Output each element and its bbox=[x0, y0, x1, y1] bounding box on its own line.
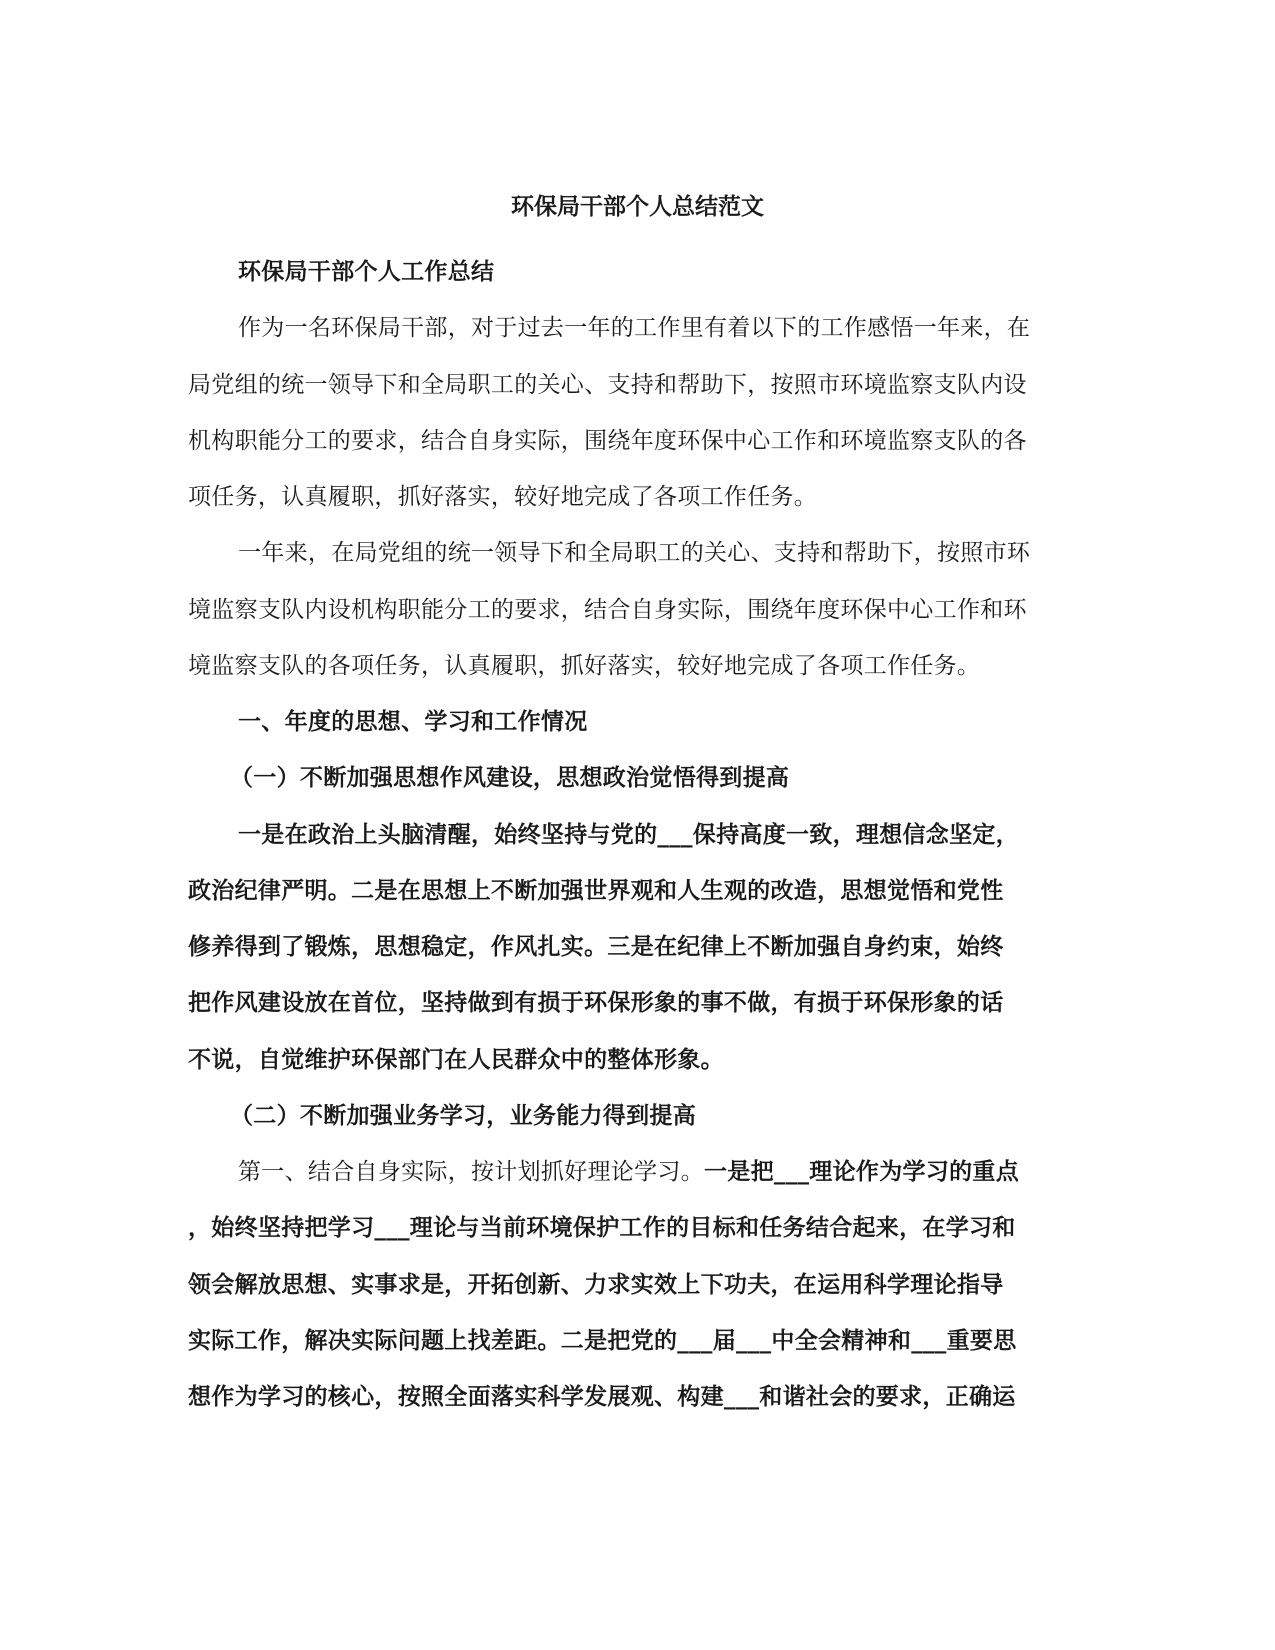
paragraph-line: 实际工作，解决实际问题上找差距。二是把党的___届___中全会精神和___重要思 bbox=[188, 1327, 1017, 1354]
section-heading: 一、年度的思想、学习和工作情况 bbox=[238, 708, 588, 735]
paragraph-line: 项任务，认真履职，抓好落实，较好地完成了各项工作任务。 bbox=[188, 484, 818, 510]
subsection-heading: （一）不断加强思想作风建设，思想政治觉悟得到提高 bbox=[230, 764, 790, 791]
document-title: 环保局干部个人总结范文 bbox=[511, 193, 764, 220]
paragraph-text-bold: 一是把___理论作为学习的重点 bbox=[704, 1158, 1019, 1185]
paragraph-line: 不说，自觉维护环保部门在人民群众中的整体形象。 bbox=[188, 1046, 724, 1073]
paragraph-line: 境监察支队的各项任务，认真履职，抓好落实，较好地完成了各项工作任务。 bbox=[188, 653, 981, 679]
paragraph-line: ，始终坚持把学习___理论与当前环境保护工作的目标和任务结合起来，在学习和 bbox=[188, 1214, 1016, 1241]
paragraph-line: 修养得到了锻炼，思想稳定，作风扎实。三是在纪律上不断加强自身约束，始终 bbox=[188, 933, 1004, 960]
paragraph-line: 想作为学习的核心，按照全面落实科学发展观、构建___和谐社会的要求，正确运 bbox=[188, 1383, 1016, 1410]
paragraph-line bbox=[238, 1157, 1138, 1187]
paragraph-text: 第一、结合自身实际，按计划抓好理论学习。 bbox=[238, 1159, 704, 1185]
paragraph-line: 政治纪律严明。二是在思想上不断加强世界观和人生观的改造，思想觉悟和党性 bbox=[188, 877, 1004, 904]
paragraph-line: 境监察支队内设机构职能分工的要求，结合自身实际，围绕年度环保中心工作和环 bbox=[188, 597, 1027, 623]
paragraph-line: 把作风建设放在首位，坚持做到有损于环保形象的事不做，有损于环保形象的话 bbox=[188, 989, 1004, 1016]
paragraph-line: 一年来，在局党组的统一领导下和全局职工的关心、支持和帮助下，按照市环 bbox=[238, 540, 1031, 566]
paragraph-line: 机构职能分工的要求，结合自身实际，围绕年度环保中心工作和环境监察支队的各 bbox=[188, 428, 1027, 454]
paragraph-line: 局党组的统一领导下和全局职工的关心、支持和帮助下，按照市环境监察支队内设 bbox=[188, 372, 1027, 398]
subsection-heading: （二）不断加强业务学习，业务能力得到提高 bbox=[230, 1102, 696, 1129]
paragraph-line: 一是在政治上头脑清醒，始终坚持与党的___保持高度一致，理想信念坚定， bbox=[238, 821, 1019, 848]
paragraph-line: 作为一名环保局干部，对于过去一年的工作里有着以下的工作感悟一年来，在 bbox=[238, 315, 1031, 341]
paragraph-line: 领会解放思想、实事求是，开拓创新、力求实效上下功夫，在运用科学理论指导 bbox=[188, 1271, 1004, 1298]
section-heading: 环保局干部个人工作总结 bbox=[238, 258, 495, 285]
